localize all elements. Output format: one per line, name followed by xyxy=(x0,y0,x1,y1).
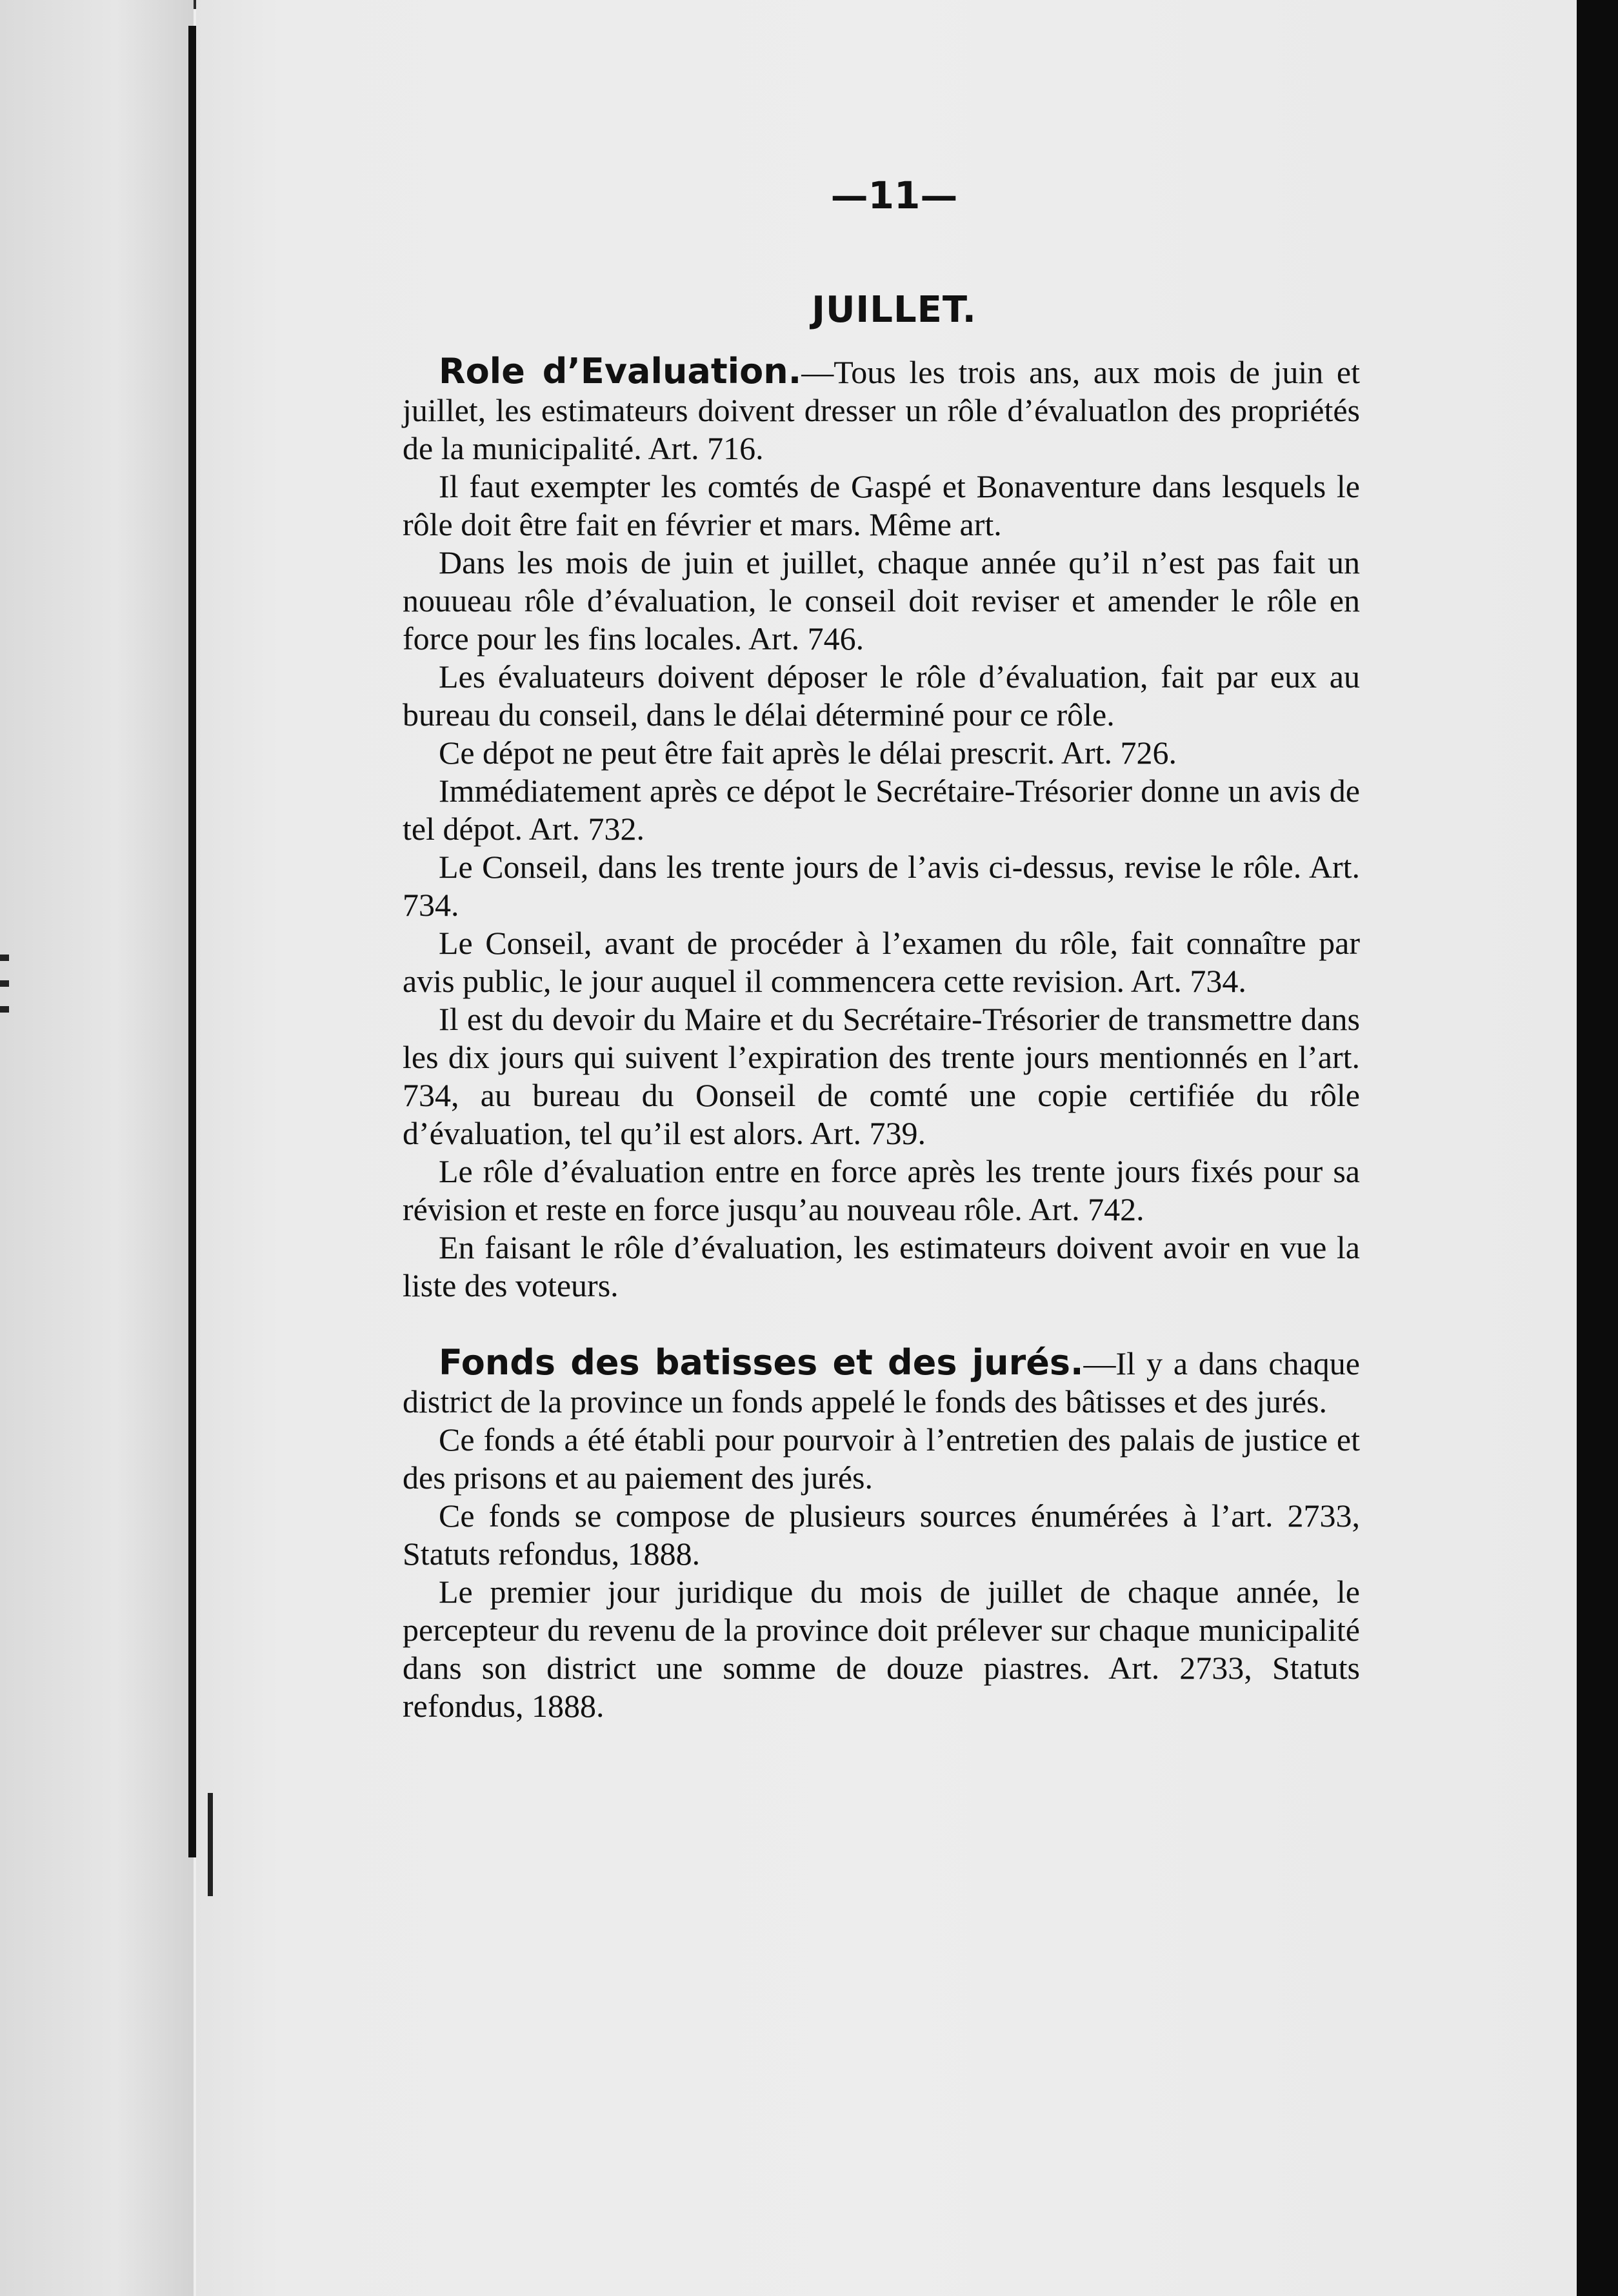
paragraph: Il est du devoir du Maire et du Secrétaire-Trésorier de transmettre dans les dix jours qui suivent l’expiration des trente jours mentionnés en l’art. 734, au bureau du Oonseil de comté une copie certifiée du rôle d’évaluation, tel qu’il est alors. Art. 739. xyxy=(403,1001,1360,1151)
paragraph: Immédiatement après ce dépot le Secrétaire-Trésorier donne un avis de tel dépot. Art. 732. xyxy=(403,773,1360,847)
paragraph-text: —Il y a dans chaque district de la province un fonds appelé le fonds des bâtisses et des jurés. xyxy=(403,1345,1360,1420)
paragraph: Dans les mois de juin et juillet, chaque année qu’il n’est pas fait un nouueau rôle d’évaluation, le conseil doit reviser et amender le rôle en force pour les fins locales. Art. 746. xyxy=(403,544,1360,657)
paragraph xyxy=(403,352,1360,468)
right-scan-border xyxy=(1577,0,1618,2296)
section-fonds-batisses xyxy=(403,1343,1360,1725)
paragraph: Ce fonds se compose de plusieurs sources énumérées à l’art. 2733, Statuts refondus, 1888. xyxy=(403,1498,1360,1572)
facing-page-marks xyxy=(0,955,9,1013)
facing-page-edge xyxy=(0,0,194,2296)
section-heading: Fonds des batisses et des jurés. xyxy=(439,1342,1084,1383)
paragraph: Ce fonds a été établi pour pourvoir à l’entretien des palais de justice et des prisons et au paiement des jurés. xyxy=(403,1421,1360,1496)
section-heading: Role d’Evaluation. xyxy=(439,351,802,391)
paragraph-text: —Tous les trois ans, aux mois de juin et juillet, les estimateurs doivent dresser un rôle d’évaluatlon des propriétés de la municipalité. Art. 716. xyxy=(403,354,1360,466)
gutter-mark xyxy=(208,1793,213,1896)
month-title: JUILLET. xyxy=(812,289,977,331)
paragraph: Les évaluateurs doivent déposer le rôle d’évaluation, fait par eux au bureau du conseil, dans le délai déterminé pour ce rôle. xyxy=(403,658,1360,733)
page-number: —11— xyxy=(830,173,958,217)
paragraph: Ce dépot ne peut être fait après le délai prescrit. Art. 726. xyxy=(439,735,1177,771)
page-gutter-line xyxy=(188,26,196,1857)
section-role-evaluation xyxy=(403,352,1360,1305)
paragraph: Le Conseil, avant de procéder à l’examen du rôle, fait connaître par avis public, le jour auquel il commencera cette revision. Art. 734. xyxy=(403,925,1360,999)
paragraph xyxy=(403,1343,1360,1421)
paragraph: Le premier jour juridique du mois de juillet de chaque année, le percepteur du revenu de la province doit prélever sur chaque municipalité dans son district une somme de douze piastres. Art. 2733, Statuts refondus, 1888. xyxy=(403,1574,1360,1724)
paragraph: Le Conseil, dans les trente jours de l’avis ci-dessus, revise le rôle. Art. 734. xyxy=(403,849,1360,923)
page-content xyxy=(403,173,1360,1725)
paragraph: En faisant le rôle d’évaluation, les estimateurs doivent avoir en vue la liste des voteurs. xyxy=(403,1229,1360,1303)
paragraph: Le rôle d’évaluation entre en force après les trente jours fixés pour sa révision et reste en force jusqu’au nouveau rôle. Art. 742. xyxy=(403,1153,1360,1227)
paragraph: Il faut exempter les comtés de Gaspé et Bonaventure dans lesquels le rôle doit être fait en février et mars. Même art. xyxy=(403,468,1360,542)
